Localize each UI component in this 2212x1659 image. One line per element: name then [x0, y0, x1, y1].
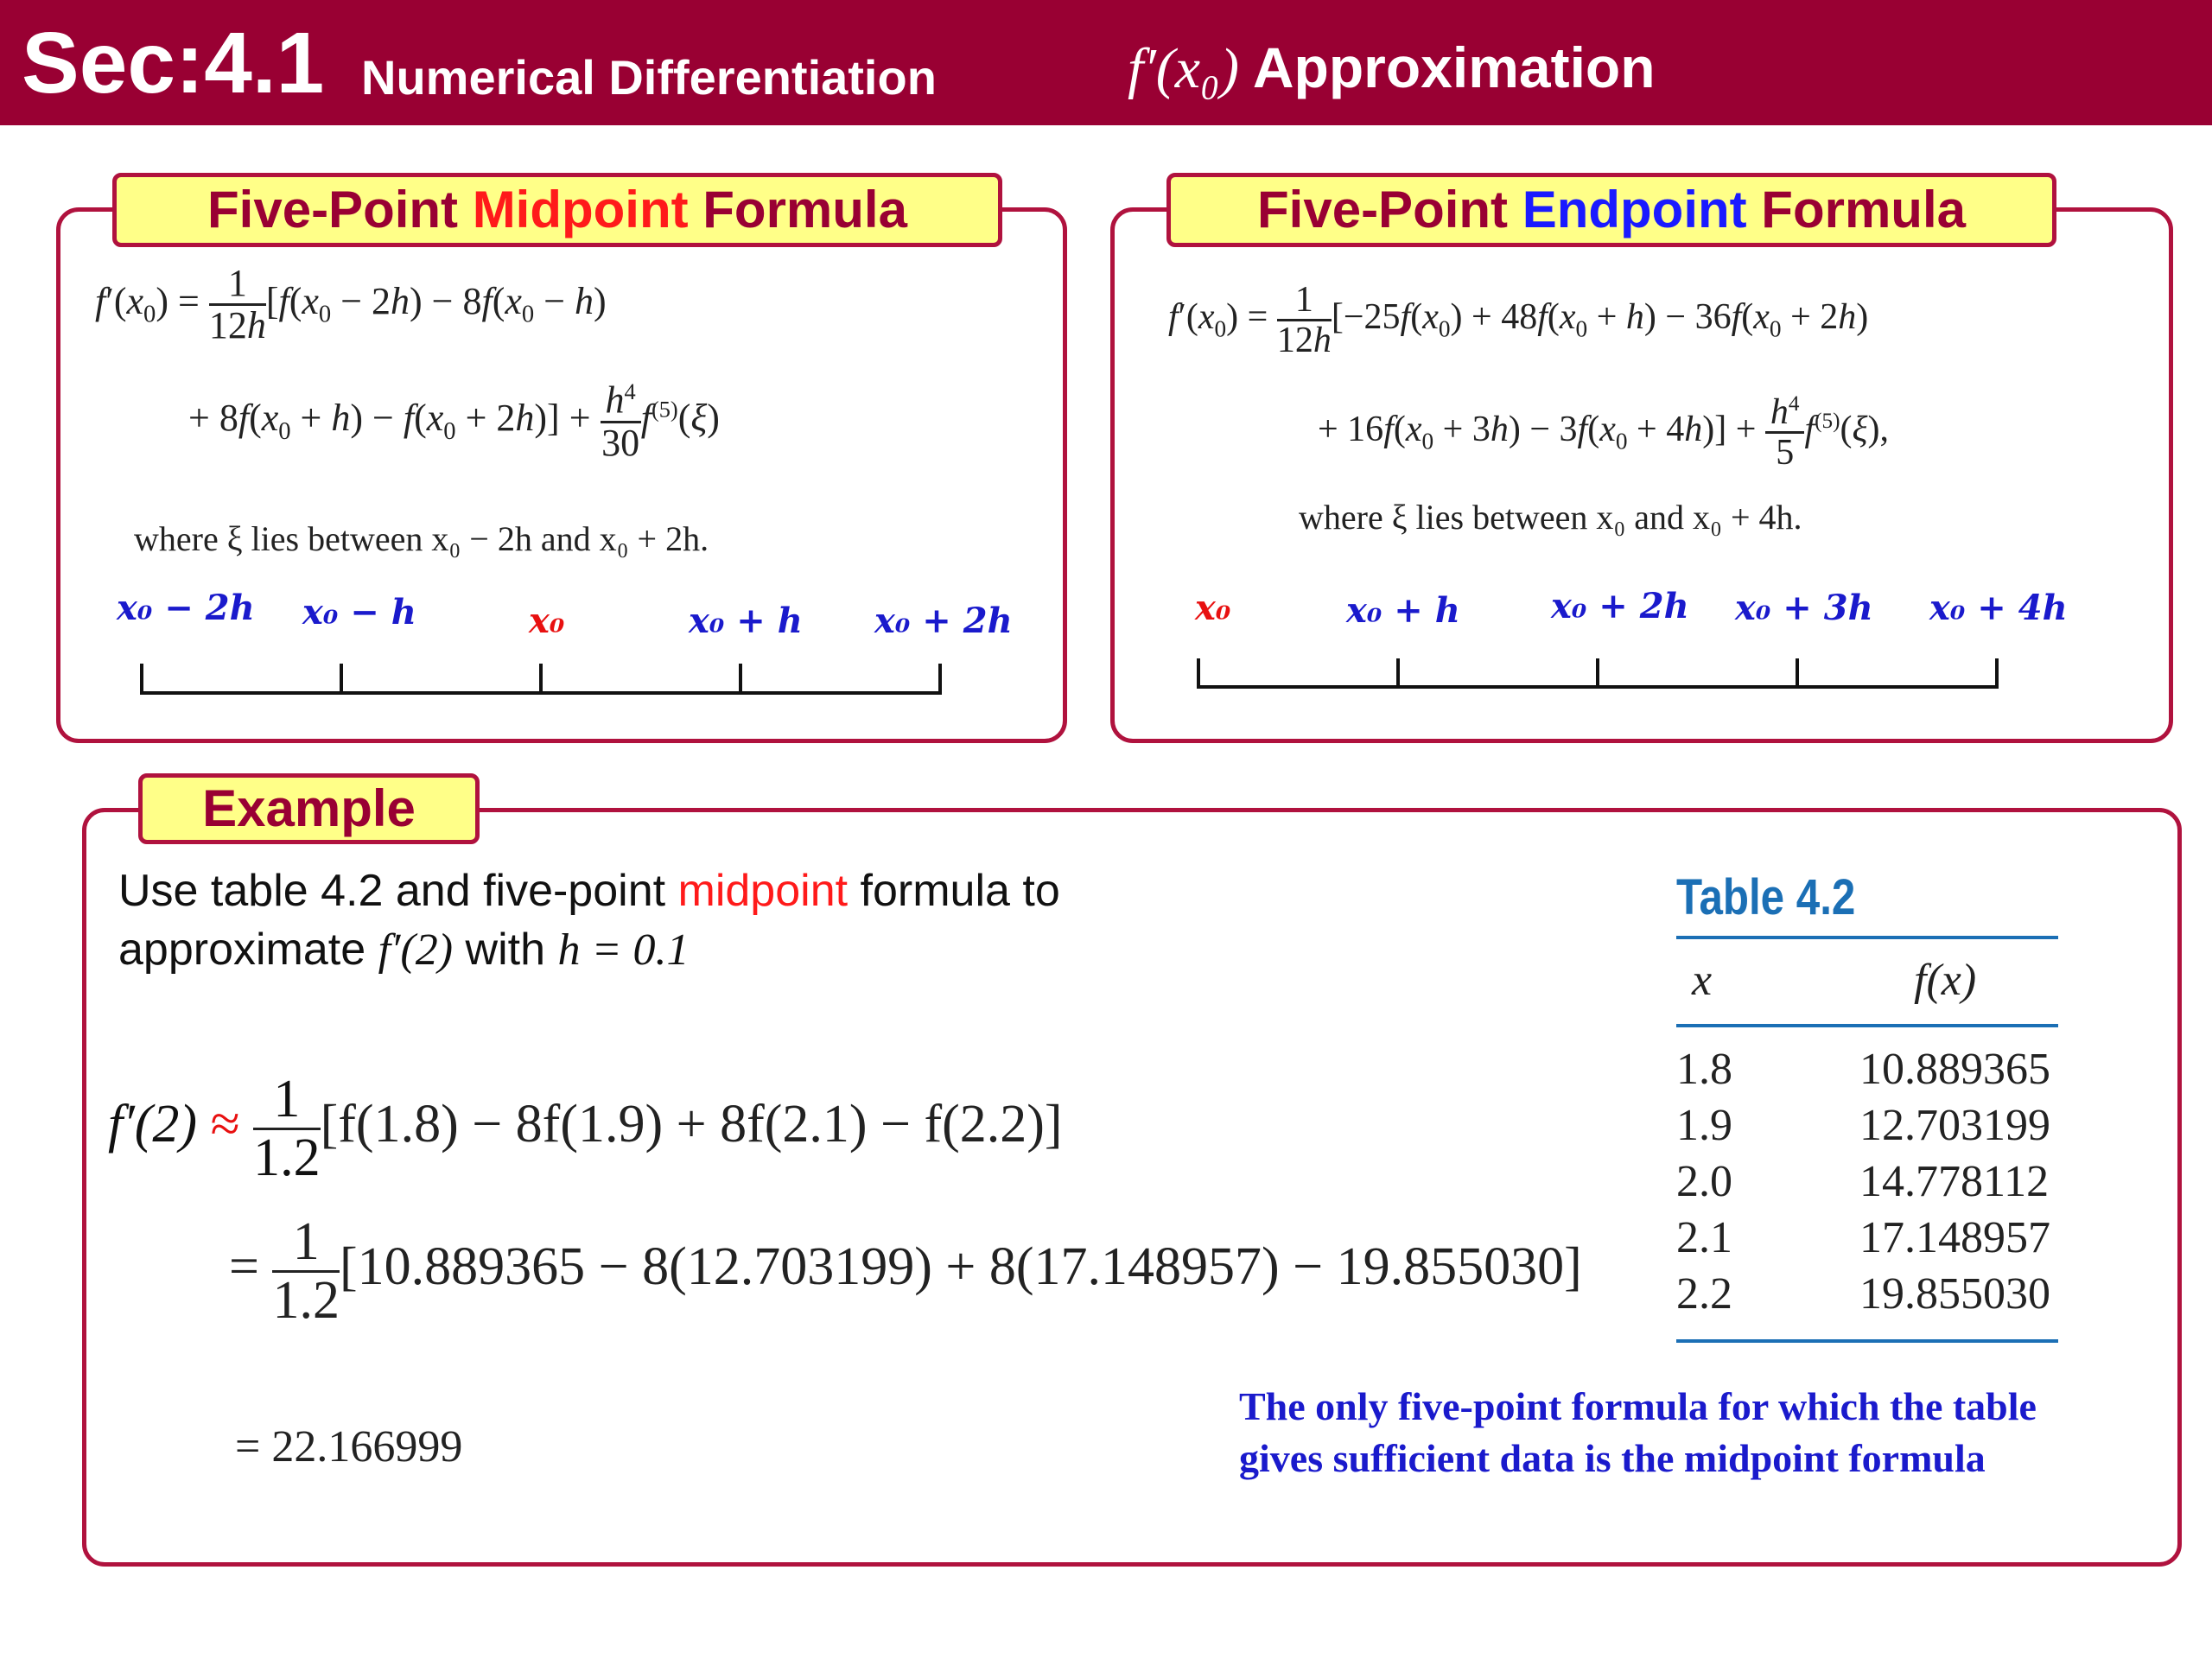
end-point-label: x₀ + h	[1346, 590, 1460, 631]
midpoint-formula-line1: $f'(x_0)$ = $\frac{1}{12h}$ [$f(x_0 - 2h) - 8f(x_0 - h)$	[95, 262, 607, 347]
title-word: Approximation	[1252, 35, 1656, 99]
table-cell-x: 1.8	[1676, 1045, 1732, 1094]
table-title: Table 4.2	[1676, 869, 1856, 925]
table-cell-x: 2.0	[1676, 1157, 1732, 1206]
mid-point-label: x₀ + h	[689, 601, 803, 641]
table-header-rule	[1676, 1024, 2058, 1027]
section-subtitle: Numerical Differentiation	[361, 50, 937, 105]
example-prompt-line1: Use table 4.2 and five-point midpoint formula to	[118, 866, 1060, 916]
title-math: f′(x₀)	[1128, 37, 1239, 100]
end-point-label: x₀ + 4h	[1929, 588, 2068, 628]
endpoint-highlight: Endpoint	[1522, 181, 1747, 238]
endpoint-formula-line1: $f'(x_0)$ = $\frac{1}{12h}$ [$-25f(x_0) + 48f(x_0 + h) - 36f(x_0 + 2h)$	[1168, 280, 1869, 361]
table-cell-fx: 10.889365	[1859, 1045, 2050, 1094]
eq1-rhs: [f(1.8) − 8f(1.9) + 8f(2.1) − f(2.2)]	[320, 1094, 1063, 1154]
midpoint-highlight: Midpoint	[472, 181, 689, 238]
end-point-label: x₀ + 3h	[1735, 588, 1873, 628]
mid-point-label: x₀ − 2h	[117, 588, 255, 628]
endpoint-formula-line2: + $16f(x_0 + 3h) - 3f(x_0 + 4h)$] + $\frac{h^4}{5}$ $f^{(5)}(\xi)$,	[1318, 392, 1890, 474]
table-cell-fx: 19.855030	[1859, 1269, 2050, 1319]
table-cell-fx: 17.148957	[1859, 1213, 2050, 1262]
eq2-rhs: [10.889365 − 8(12.703199) + 8(17.148957) − 19.855030]	[339, 1236, 1582, 1296]
eq1-fraction: $\frac{1}{1.2}$	[253, 1070, 321, 1188]
endpoint-title-tab: Five-Point Endpoint Formula	[1166, 173, 2056, 247]
table-top-rule	[1676, 936, 2058, 939]
table-cell-x: 2.2	[1676, 1269, 1732, 1319]
table-bottom-rule	[1676, 1339, 2058, 1343]
header-bar	[0, 0, 2212, 125]
end-point-label: x₀	[1195, 588, 1231, 628]
slide-title	[1128, 33, 1656, 104]
midpoint-formula-line2: + $8f(x_0 + h) - f(x_0 + 2h)$] + $\frac{h^4}{30}$ $f^{(5)}(\xi)$	[188, 378, 720, 464]
table-header-x: x	[1692, 956, 1713, 1005]
example-prompt-line2: approximate f′(2) with h = 0.1	[118, 925, 690, 975]
midpoint-tick	[938, 664, 942, 693]
section-number: Sec:4.1	[22, 15, 325, 111]
example-highlight: midpoint	[677, 866, 849, 916]
mid-point-label: x₀ − h	[302, 592, 416, 632]
midpoint-where: where ξ lies between x₀ − 2h and x₀ + 2h.	[134, 519, 709, 558]
midpoint-tick	[539, 664, 543, 693]
table-cell-x: 1.9	[1676, 1101, 1732, 1150]
table-cell-fx: 14.778112	[1859, 1157, 2050, 1206]
endpoint-where: where ξ lies between x₀ and x₀ + 4h.	[1299, 498, 1802, 537]
example-title-tab: Example	[138, 773, 480, 844]
endpoint-tick	[1197, 658, 1200, 688]
table-header-fx: f(x)	[1914, 956, 1977, 1005]
end-point-label: x₀ + 2h	[1551, 586, 1689, 626]
midpoint-tick	[340, 664, 343, 693]
endpoint-tick	[1995, 658, 1999, 688]
table-cell-fx: 12.703199	[1859, 1101, 2050, 1150]
eq1-approx-sign: ≈	[210, 1094, 240, 1154]
mid-point-label: x₀	[529, 601, 565, 641]
midpoint-tick	[140, 664, 143, 693]
example-result: = 22.166999	[235, 1422, 463, 1471]
example-equation-1	[108, 1071, 1063, 1186]
example-equation-2	[229, 1214, 1582, 1329]
endpoint-tick	[1796, 658, 1799, 688]
eq2-equals: =	[229, 1236, 259, 1296]
midpoint-title-tab: Five-Point Midpoint Formula	[112, 173, 1002, 247]
table-cell-x: 2.1	[1676, 1213, 1732, 1262]
endpoint-tick	[1396, 658, 1400, 688]
eq2-fraction: $\frac{1}{1.2}$	[272, 1212, 340, 1331]
midpoint-tick	[739, 664, 742, 693]
mid-point-label: x₀ + 2h	[874, 601, 1013, 641]
endpoint-tick	[1596, 658, 1599, 688]
example-note: The only five-point formula for which the table gives sufficient data is the midpoint formula	[1239, 1384, 2037, 1480]
eq1-lhs: f′(2)	[108, 1094, 198, 1154]
